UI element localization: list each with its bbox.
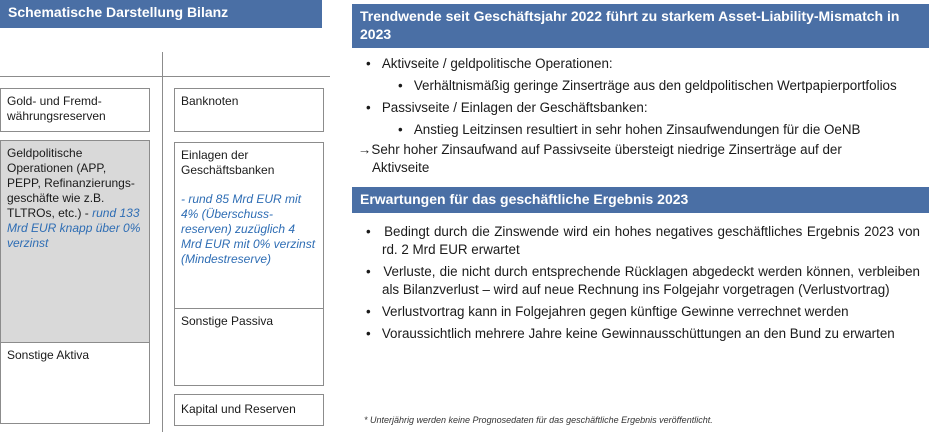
section2-item: • Bedingt durch die Zinswende wird ein hohes negatives geschäftliches Ergebnis 2023 von rd. 2 Mrd EUR erwartet	[366, 224, 920, 257]
asset-gold-label: Gold- und Fremd-währungsreserven	[7, 94, 106, 123]
liability-bank-deposits	[174, 142, 324, 310]
asset-monetary-operations	[0, 140, 150, 346]
section2-list	[358, 223, 920, 343]
balance-divider-horizontal	[0, 76, 330, 77]
asset-gold-reserves	[0, 88, 150, 132]
asset-monetary-note: rund 133 Mrd EUR knapp über 0% verzinst	[7, 206, 141, 250]
asset-monetary-label: Geldpolitische Operationen (APP, PEPP, Refinanzierungs-geschäfte wie z.B. TLTROs, etc.) -	[7, 146, 135, 220]
asset-other	[0, 342, 150, 424]
section1-subbullet: • Anstieg Leitzinsen resultiert in sehr hohen Zinsaufwendungen für die OeNB	[398, 122, 861, 137]
liability-deposits-note: - rund 85 Mrd EUR mit 4% (Überschuss-reserven) zuzüglich 4 Mrd EUR mit 0% verzinst (Mindestreserve)	[181, 192, 316, 266]
section2-item-text: Voraussichtlich mehrere Jahre keine Gewinnausschüttungen an den Bund zu erwarten	[381, 326, 895, 341]
section2-item-text: Verlustvortrag kann in Folgejahren gegen künftige Gewinne verrechnet werden	[381, 304, 849, 319]
section1-body	[358, 55, 920, 177]
section1-conclusion	[358, 141, 882, 177]
section2-item-text: Bedingt durch die Zinswende wird ein hohes negatives geschäftliches Ergebnis 2023 von rd. 2 Mrd EUR erwartet	[382, 224, 920, 257]
left-title: Schematische Darstellung Bilanz	[0, 0, 322, 28]
section1-conclusion-text: Sehr hoher Zinsaufwand auf Passivseite übersteigt niedrige Zinserträge auf der Aktivseite	[371, 142, 842, 175]
liability-capital-reserves	[174, 394, 324, 426]
section1-bullet2-sub-text: Anstieg Leitzinsen resultiert in sehr hohen Zinsaufwendungen für die OeNB	[413, 122, 861, 137]
section1-bullet: • Passivseite / Einlagen der Geschäftsbanken:	[366, 100, 648, 115]
section1-title: Trendwende seit Geschäftsjahr 2022 führt zu starkem Asset-Liability-Mismatch in 2023	[352, 4, 929, 48]
section1-bullet: • Aktivseite / geldpolitische Operationen:	[366, 56, 613, 71]
liability-deposits-label: Einlagen der Geschäftsbanken	[181, 148, 275, 177]
balance-divider-vertical	[162, 52, 163, 432]
section2-item-text: Verluste, die nicht durch entsprechende Rücklagen abgedeckt werden können, verbleiben als Bilanzverlust – wird auf neue Rechnung ins Folgejahr vorgetragen (Verlustvortrag)	[382, 264, 920, 297]
arrow-right-icon: →	[358, 142, 372, 157]
footnote: * Unterjährig werden keine Prognosedaten für das geschäftliche Ergebnis veröffentlicht.	[364, 415, 713, 425]
section1-subbullet: • Verhältnismäßig geringe Zinserträge aus den geldpolitischen Wertpapierportfolios	[398, 78, 897, 93]
section1-bullet2-text: Passivseite / Einlagen der Geschäftsbanken:	[381, 100, 648, 115]
liability-other-label: Sonstige Passiva	[181, 314, 274, 328]
section2-title: Erwartungen für das geschäftliche Ergebnis 2023	[352, 187, 929, 213]
section2-item: • Voraussichtlich mehrere Jahre keine Gewinnausschüttungen an den Bund zu erwarten	[366, 326, 895, 341]
asset-other-label: Sonstige Aktiva	[7, 348, 90, 362]
section2-item: • Verlustvortrag kann in Folgejahren gegen künftige Gewinne verrechnet werden	[366, 304, 849, 319]
liability-banknotes	[174, 88, 324, 132]
section1-bullet1-text: Aktivseite / geldpolitische Operationen:	[381, 56, 613, 71]
section1-bullet1-sub-text: Verhältnismäßig geringe Zinserträge aus den geldpolitischen Wertpapierportfolios	[413, 78, 897, 93]
liability-banknotes-label: Banknoten	[181, 94, 239, 108]
section2-item: • Verluste, die nicht durch entsprechende Rücklagen abgedeckt werden können, verbleiben als Bilanzverlust – wird auf neue Rechnung ins Folgejahr vorgetragen (Verlustvortrag)	[366, 264, 920, 297]
liability-capital-label: Kapital und Reserven	[181, 402, 296, 416]
liability-other	[174, 308, 324, 386]
